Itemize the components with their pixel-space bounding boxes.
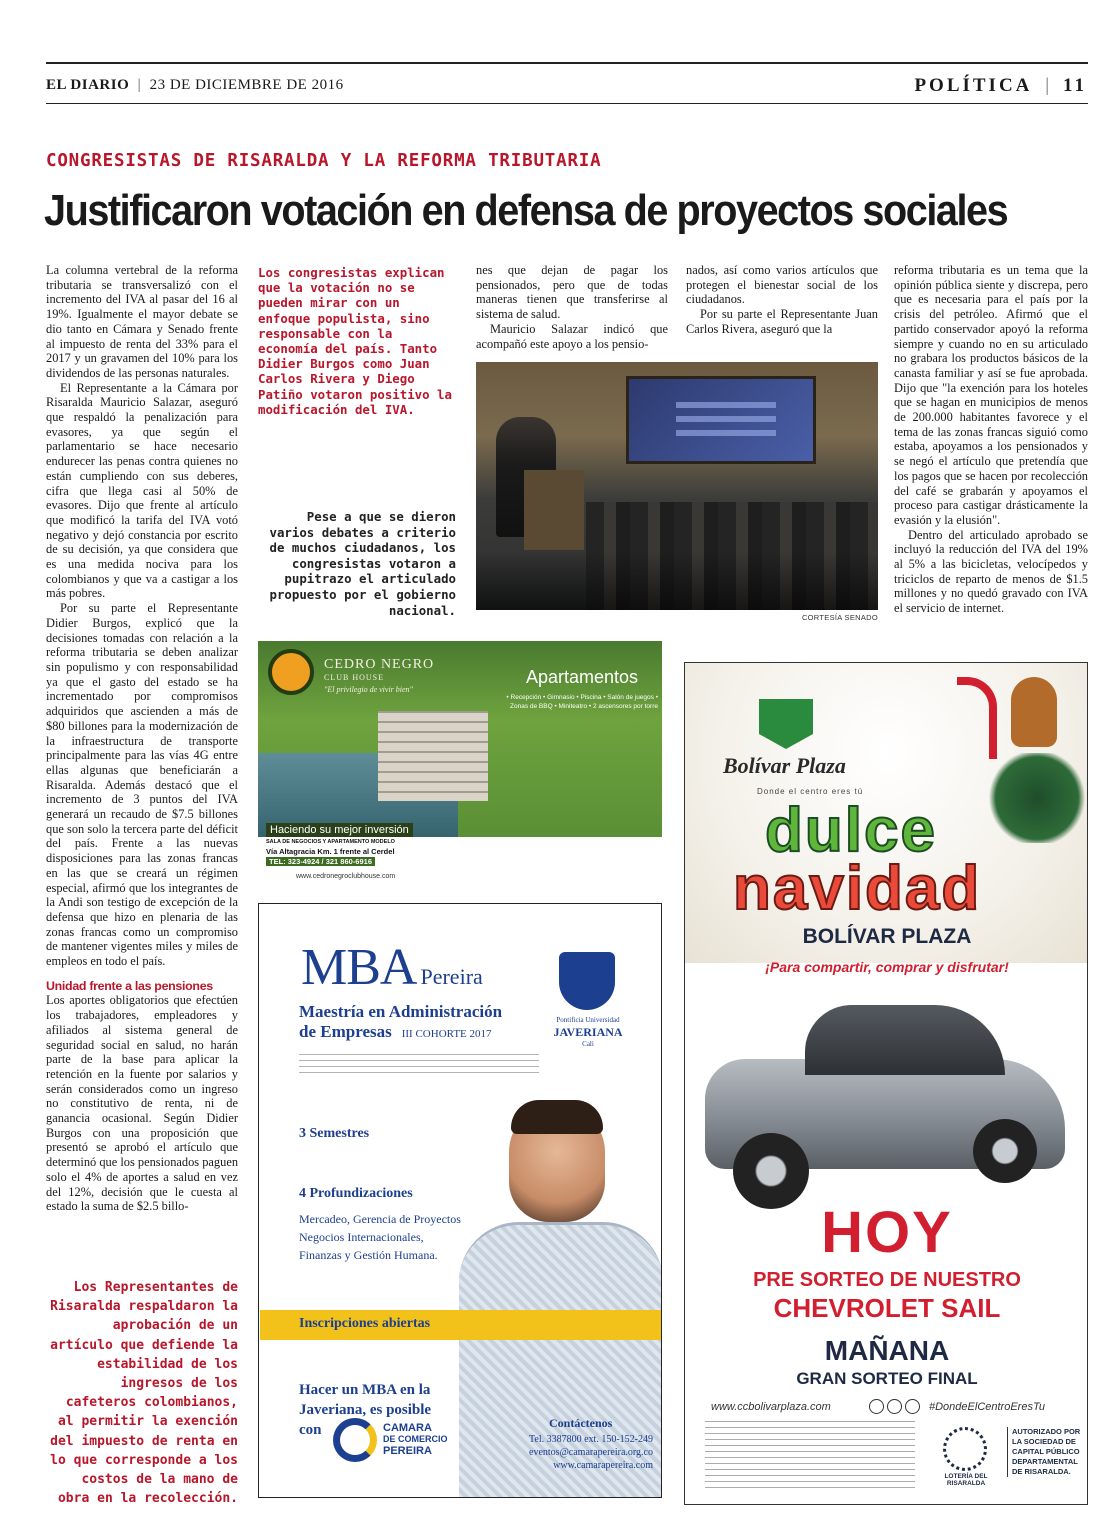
ad-bolivar-hoy: HOY (821, 1200, 953, 1265)
ad-mba-prof3: Finanzas y Gestión Humana. (299, 1248, 438, 1262)
ad-bolivar-lottery: LOTERÍA DEL RISARALDA (944, 1473, 988, 1487)
ad-mba-fineprint (299, 1054, 539, 1078)
paragraph: Por su parte el Representante Juan Carlos Rivera, aseguró que la (686, 307, 878, 336)
ad-mba-inscripciones-text: Inscripciones abiertas (299, 1316, 431, 1331)
twitter-icon[interactable] (887, 1399, 902, 1414)
ad-cedro-sales1: SALA DE NEGOCIOS Y APARTAMENTO MODELO (266, 839, 395, 845)
ad-mba-uni2: JAVERIANA (553, 1025, 623, 1039)
ad-mba-contact-title: Contáctenos (549, 1416, 613, 1430)
ad-mba-word: MBA (301, 939, 417, 996)
ad-mba-uni3: Cali (582, 1040, 594, 1048)
ad-bolivar-plaza-word: BOLÍVAR PLAZA (802, 925, 972, 948)
ad-mba-city: Pereira (420, 964, 483, 989)
ad-bolivar-pre: PRE SORTEO DE NUESTRO (753, 1269, 1021, 1291)
ad-bolivar-car: CHEVROLET SAIL (773, 1293, 1001, 1323)
ad-bolivar-plaza[interactable] (684, 662, 1088, 1505)
ad-cedro-amenities: • Recepción • Gimnasio • Piscina • Salón de juegos • Zonas de BBQ • Miniteatro • 2 ascensores por torre (506, 694, 658, 710)
ad-mba-cta3: con (299, 1422, 322, 1438)
ad-mba-title (301, 938, 483, 997)
instagram-icon[interactable] (905, 1399, 920, 1414)
section-label: POLÍTICA | 11 (914, 75, 1087, 96)
header-bottom-rule (46, 103, 1088, 104)
ad-mba-program2-row (299, 1022, 492, 1042)
headline: Justificaron votación en defensa de proyectos sociales (44, 186, 1008, 235)
ad-bolivar-slogan: ¡Para compartir, comprar y disfrutar! (765, 959, 1009, 975)
ad-mba-person-hair (511, 1100, 603, 1134)
ad-bolivar-auth: AUTORIZADO POR LA SOCIEDAD DE CAPITAL PÚBLICO DEPARTAMENTAL DE RISARALDA. (1007, 1427, 1083, 1477)
paper-name: EL DIARIO (46, 77, 130, 93)
ad-mba-contact-web[interactable]: www.camarapereira.com (553, 1460, 653, 1471)
masthead: EL DIARIO | 23 DE DICIEMBRE DE 2016 (46, 77, 344, 93)
facebook-icon[interactable] (869, 1399, 884, 1414)
paragraph: nes que dejan de pagar los pensionados, pero que de todas maneras tienen que transferirse al sistema de salud. (476, 263, 668, 322)
paragraph: El Representante a la Cámara por Risaralda Mauricio Salazar, aseguró que respaldó la penalización para evasores, ya que según el parlamentario se hace necesario endurecer las penas contra quienes no están cumpliendo con sus deberes, cifra que llega casi al 50% de evasores. Dijo que frente al artículo que modificó la tarifa del IVA votó negativo y dejó constancia por escrito de su decisión, ya que considera que es una medida nociva para los colombianos y que va a castigar a los más pobres. (46, 380, 238, 601)
ad-mba-camara2: DE COMERCIO (383, 1434, 448, 1444)
ad-bolivar-manana: MAÑANA (824, 1335, 950, 1366)
podium (524, 470, 584, 550)
paragraph: Los aportes obligatorios que efectúen los trabajadores, empleadores y afiliados al sistema general de seguridad social en salud, no harán parte de la base para aplicar la retención en la fuente por salarios y serán considerados como un ingreso no constitutivo de renta, ni de ganancia ocasional. Según Didier Burgos con una proposición que presentó se aprobó el artículo que determinó que los pensionados paguen solo el 4% de aportes a salud en vez del 12%, decisión que le cuesta al estado la suma de $2.5 billo- (46, 993, 239, 1214)
ad-cedro-title: Apartamentos (526, 667, 639, 687)
paragraph: Dentro del articulado aprobado se incluyó la reducción del IVA del 19% al 5% a las bicicletas, velocípedos y triciclos de reparto de menos de $1.5 millones y no quedó gravado con IVA el servicio de internet. (894, 527, 1088, 616)
ad-mba[interactable] (258, 903, 662, 1498)
gingerbread-icon (1011, 677, 1057, 747)
bottom-quote: Los Representantes de Risaralda respaldaron la aprobación de un artículo que defiende la estabilidad de los ingresos de los cafeteros colombianos, al permitir la exención del impuesto de renta en lo que corresponde a los costos de la mano de obra en la recolección. (50, 1280, 238, 1507)
kicker: CONGRESISTAS DE RISARALDA Y LA REFORMA TRIBUTARIA (46, 151, 602, 171)
ad-cedro-negro[interactable] (258, 641, 662, 885)
ad-cedro-sub: CLUB HOUSE (324, 673, 385, 682)
ad-mba-camara3: PEREIRA (383, 1445, 432, 1457)
ad-cedro-brand: CEDRO NEGRO (324, 657, 435, 672)
ad-mba-cta1: Hacer un MBA en la (299, 1382, 431, 1398)
ad-bolivar-hashtag: #DondeElCentroEresTu (929, 1401, 1045, 1413)
senate-photo (476, 362, 878, 610)
top-rule (46, 62, 1088, 64)
ad-bolivar-web[interactable]: www.ccbolivarplaza.com (711, 1401, 831, 1413)
ad-mba-cohort: III COHORTE 2017 (401, 1028, 492, 1040)
lottery-logo-icon (943, 1427, 987, 1471)
ad-mba-prof1: Mercadeo, Gerencia de Proyectos (299, 1212, 461, 1226)
ad-mba-contact-tel: Tel. 3387800 ext. 150-152-249 (528, 1434, 653, 1445)
column-4 (686, 263, 878, 337)
ad-mba-uni1: Pontificia Universidad (556, 1016, 620, 1024)
ad-bolivar-legal (705, 1421, 915, 1493)
ad-mba-prof2: Negocios Internacionales, (299, 1230, 424, 1244)
ad-mba-cta2: Javeriana, es posible (299, 1402, 432, 1418)
paragraph: La columna vertebral de la reforma tributaria se transversalizó con el incremento del IVA al pasar del 16 al 19%. Igualmente el mayor debate se dio tanto en Cámara y Senado frente al impuesto de renta del 33% para el 2017 y un gravamen del 10% para los dividendos de las personas naturales. (46, 263, 238, 380)
ad-bolivar-navidad: navidad (733, 854, 982, 923)
ad-bolivar-car-wheel-front (733, 1133, 809, 1209)
ad-bolivar-car-roof (805, 1005, 1005, 1075)
column-1 (46, 263, 238, 1214)
ad-cedro-building (378, 711, 488, 801)
issue-date: 23 DE DICIEMBRE DE 2016 (149, 77, 344, 93)
ad-bolivar-final: GRAN SORTEO FINAL (796, 1369, 978, 1388)
column-5 (894, 263, 1088, 616)
ad-cedro-sales2: Vía Altagracia Km. 1 frente al Cerdel (266, 847, 395, 856)
ad-bolivar-social-icons[interactable] (869, 1399, 920, 1414)
ad-bolivar-brand: Bolívar Plaza (723, 753, 846, 778)
page-number: 11 (1063, 75, 1087, 96)
ad-mba-prof-title: 4 Profundizaciones (299, 1186, 413, 1201)
ad-cedro-logo-icon (268, 649, 314, 695)
ad-mba-camara-logo-icon (333, 1418, 377, 1462)
ad-cedro-web[interactable]: www.cedronegroclubhouse.com (296, 873, 396, 880)
pine-branch-icon (985, 753, 1088, 843)
ad-bolivar-tagline: Donde el centro eres tú (757, 787, 864, 796)
paragraph: Mauricio Salazar indicó que acompañó este apoyo a los pensio- (476, 321, 668, 351)
candy-cane-icon (957, 677, 997, 759)
mid-quote: Pese a que se dieron varios debates a criterio de muchos ciudadanos, los congresistas votaron a pupitrazo el articulado propuesto por el gobierno nacional. (269, 509, 456, 618)
ad-mba-crest-icon (559, 952, 615, 1010)
ad-bolivar-dulce: dulce (765, 796, 937, 865)
ad-cedro-tel: TEL: 323-4924 / 321 860-6916 (266, 857, 375, 866)
paragraph: reforma tributaria es un tema que la opinión pública siente y discrepa, pero que es necesaria para el país por la crisis del petróleo. Afirmó que el partido conservador apoyó la reforma siempre y cuando no en su articulado no grabara los productos básicos de la canasta familiar y así se fue aprobada. Dijo que "la exención para los hoteles que se hagan en municipios de menos de 200.000 habitantes favorece y el tema de las zonas francas siguió como estaba, apoyamos a los pensionados y se negó el artículo que pretendía que los pagos que se hacen por recolección del café se grabarán y apoyamos el proceso para castigar drásticamente la evasión y la elusión". (894, 263, 1088, 527)
paragraph: Por su parte el Representante Didier Burgos, explicó que la decisiones tomadas con relación a la reforma tributaria se deben analizar sin populismo y con responsabilidad ya que el gasto del estado se ha incrementado por compromisos adquiridos que ascienden a más de $80 billones para la modernización de la infraestructura de transporte principalmente para las vías 4G entre ellas algunas que beneficiarán a Risaralda. Además destacó que el incremento de 3 puntos del IVA generará un recaudo de $7.5 billones que son solo la tercera parte del déficit del país. Frente a las nuevas disposiciones para las zonas francas en las que se creará un régimen especial, afirmó que los integrantes de la Andi son testigo de excepción de la defensa que hizo en plenaria de las zonas francas como un compromiso de mantener vigentes miles y miles de empleos en todo el país. (46, 601, 238, 969)
lead-quote: Los congresistas explican que la votación no se pueden mirar con un enfoque populista, sino responsable con la economía del país. Tanto Didier Burgos como Juan Carlos Rivera y Diego Patiño votaron positivo la modificación del IVA. (258, 265, 452, 417)
ad-mba-semesters: 3 Semestres (299, 1126, 370, 1141)
ad-mba-program1: Maestría en Administración (299, 1002, 503, 1021)
ad-mba-program2: de Empresas (299, 1022, 392, 1041)
subhead: Unidad frente a las pensiones (46, 978, 213, 993)
ad-bolivar-car-wheel-rear (973, 1119, 1037, 1183)
photo-credit: CORTESÍA SENADO (801, 613, 878, 622)
ad-mba-contact-mail[interactable]: eventos@camarapereira.org.co (529, 1447, 653, 1458)
ad-mba-camara1: CAMARA (383, 1422, 432, 1434)
ad-cedro-tag: Haciendo su mejor inversión (266, 823, 413, 837)
section-name: POLÍTICA (914, 75, 1032, 96)
column-3 (476, 263, 668, 351)
ad-cedro-slogan: "El privilegio de vivir bien" (324, 685, 413, 694)
paragraph: nados, así como varios artículos que protegen el bienestar social de los ciudadanos. (686, 263, 878, 307)
